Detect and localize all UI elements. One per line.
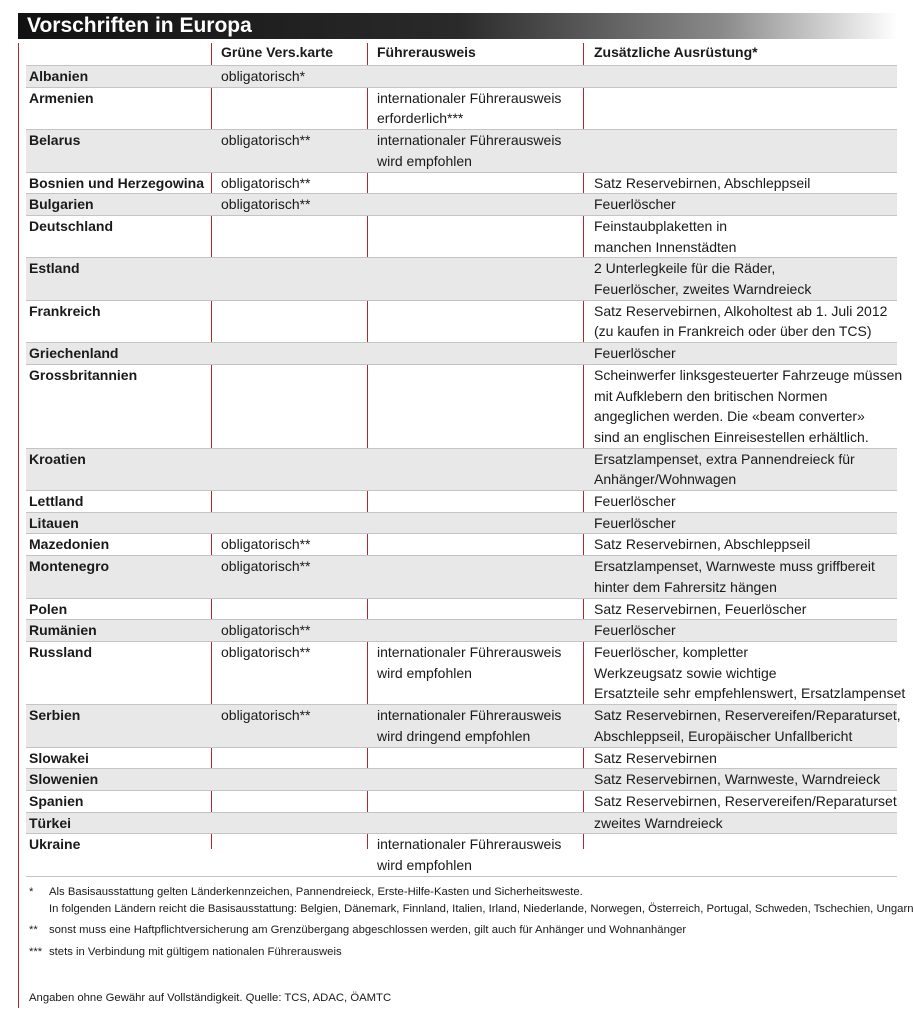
country-cell-line: Slowenien <box>29 771 99 788</box>
equipment-cell-line: Feuerlöscher, zweites Warndreieck <box>594 281 812 298</box>
license-cell-line: internationaler Führerausweis <box>377 132 562 149</box>
license-cell <box>367 812 583 834</box>
green-card-cell <box>211 512 367 534</box>
green-card-cell <box>211 641 367 704</box>
equipment-cell-line: hinter dem Fahrersitz hängen <box>594 578 777 595</box>
green-card-cell-line: obligatorisch** <box>221 536 311 553</box>
country-cell <box>26 300 211 342</box>
country-cell-line: Lettland <box>29 493 84 510</box>
country-cell <box>26 534 211 556</box>
country-cell <box>26 343 211 365</box>
green-card-cell-line: obligatorisch** <box>221 174 311 191</box>
country-cell-line: Bulgarien <box>29 196 94 213</box>
equipment-cell-line: Satz Reservebirnen, Abschleppseil <box>594 536 811 553</box>
table-row <box>26 812 897 834</box>
footnotes <box>29 884 914 965</box>
equipment-cell-line: Feuerlöscher <box>594 345 676 362</box>
equipment-cell <box>583 598 897 620</box>
table-row <box>26 66 897 88</box>
country-cell-line: Grossbritannien <box>29 366 138 383</box>
country-cell <box>26 258 211 300</box>
country-cell-line: Polen <box>29 600 68 617</box>
equipment-cell-line: Scheinwerfer linksgesteuerter Fahrzeuge müssen <box>594 366 903 383</box>
country-cell <box>26 747 211 769</box>
license-cell <box>367 66 583 88</box>
equipment-cell-line: Satz Reservebirnen, Alkoholtest ab 1. Juli 2012 <box>594 302 888 319</box>
title-bar <box>18 13 898 39</box>
country-cell-line: Litauen <box>29 514 79 531</box>
equipment-cell-line: Satz Reservebirnen, Abschleppseil <box>594 174 811 191</box>
green-card-cell-line: obligatorisch* <box>221 68 306 84</box>
equipment-cell <box>583 769 897 791</box>
table-row <box>26 790 897 812</box>
equipment-cell <box>583 130 897 172</box>
country-cell-line: Russland <box>29 643 93 660</box>
green-card-cell-line: obligatorisch** <box>221 643 311 660</box>
equipment-cell <box>583 834 897 876</box>
footnote-text <box>49 884 914 917</box>
country-cell-line: Türkei <box>29 814 72 831</box>
equipment-cell-line: Feuerlöscher <box>594 493 676 510</box>
footnote <box>29 922 914 939</box>
table-row <box>26 343 897 365</box>
equipment-cell-line: Satz Reservebirnen, Warnweste, Warndreieck <box>594 771 881 788</box>
license-cell <box>367 534 583 556</box>
equipment-cell-line: mit Aufklebern den britischen Normen <box>594 387 828 404</box>
footnote-line: In folgenden Ländern reicht die Basisausstattung: Belgien, Dänemark, Finnland, Italien, Irland, Niederlande, Norwegen, Österreich, Portugal, Schweden, Tschechien, Ungarn <box>49 902 914 915</box>
license-cell <box>367 747 583 769</box>
country-cell <box>26 556 211 598</box>
green-card-cell-line: obligatorisch** <box>221 196 311 213</box>
green-card-cell <box>211 258 367 300</box>
country-cell <box>26 598 211 620</box>
green-card-cell <box>211 130 367 172</box>
country-cell-line: Frankreich <box>29 302 101 319</box>
country-cell <box>26 66 211 88</box>
equipment-cell <box>583 343 897 365</box>
equipment-cell-line: Ersatzlampenset, extra Pannendreieck für <box>594 450 855 467</box>
equipment-cell-line: angeglichen werden. Die «beam converter» <box>594 408 865 425</box>
green-card-cell <box>211 215 367 257</box>
license-cell <box>367 258 583 300</box>
green-card-cell <box>211 812 367 834</box>
license-cell-line: internationaler Führerausweis <box>377 836 562 853</box>
country-cell <box>26 364 211 448</box>
country-cell <box>26 87 211 129</box>
footnote-text <box>49 944 342 961</box>
equipment-cell-line: 2 Unterlegkeile für die Räder, <box>594 260 776 277</box>
table-row <box>26 747 897 769</box>
equipment-cell <box>583 87 897 129</box>
equipment-cell-line: zweites Warndreieck <box>594 814 723 831</box>
footnote-mark: ** <box>29 924 38 936</box>
license-cell <box>367 769 583 791</box>
license-cell-line: erforderlich*** <box>377 110 464 127</box>
equipment-cell <box>583 512 897 534</box>
footnote-line: Als Basisausstattung gelten Länderkennzeichen, Pannendreieck, Erste-Hilfe-Kasten und Sicherheitsweste. <box>49 886 583 898</box>
left-divider <box>18 43 19 1008</box>
column-header-license: Führerausweis <box>377 44 476 60</box>
country-cell-line: Slowakei <box>29 749 89 766</box>
equipment-cell <box>583 194 897 216</box>
table-row <box>26 491 897 513</box>
country-cell <box>26 215 211 257</box>
green-card-cell-line: obligatorisch** <box>221 707 311 724</box>
equipment-cell-line: Satz Reservebirnen, Reservereifen/Reparaturset, <box>594 707 901 724</box>
green-card-cell <box>211 66 367 88</box>
table-header <box>26 44 897 66</box>
table-body <box>26 66 906 877</box>
green-card-cell <box>211 343 367 365</box>
green-card-cell <box>211 598 367 620</box>
equipment-cell-line: Satz Reservebirnen, Feuerlöscher <box>594 600 807 617</box>
table-row <box>26 556 897 598</box>
license-cell <box>367 641 583 704</box>
country-cell <box>26 705 211 747</box>
regulations-table <box>26 44 906 877</box>
country-cell <box>26 512 211 534</box>
country-cell-line: Rumänien <box>29 622 97 639</box>
license-cell <box>367 364 583 448</box>
green-card-cell <box>211 491 367 513</box>
table-row <box>26 705 897 747</box>
license-cell <box>367 448 583 490</box>
table-row <box>26 641 897 704</box>
green-card-cell <box>211 448 367 490</box>
equipment-cell <box>583 812 897 834</box>
country-cell-line: Ukraine <box>29 836 81 853</box>
country-cell-line: Montenegro <box>29 558 110 575</box>
country-cell <box>26 769 211 791</box>
license-cell-line: wird empfohlen <box>377 664 472 681</box>
table-row <box>26 87 897 129</box>
license-cell <box>367 343 583 365</box>
footnote-mark: *** <box>29 945 43 958</box>
equipment-cell <box>583 556 897 598</box>
country-cell <box>26 812 211 834</box>
license-cell <box>367 620 583 642</box>
equipment-cell-line: sind an englischen Einreisestellen erhältlich. <box>594 428 869 445</box>
equipment-cell-line: Feuerlöscher <box>594 514 676 531</box>
green-card-cell-line: obligatorisch** <box>221 132 311 149</box>
green-card-cell <box>211 769 367 791</box>
equipment-cell-line: (zu kaufen in Frankreich oder über den TCS) <box>594 323 872 340</box>
table-row <box>26 300 897 342</box>
equipment-cell <box>583 534 897 556</box>
table-row <box>26 620 897 642</box>
column-header-country <box>26 44 211 66</box>
country-cell-line: Spanien <box>29 792 84 809</box>
equipment-cell-line: Abschleppseil, Europäischer Unfallbericht <box>594 727 853 744</box>
country-cell-line: Deutschland <box>29 217 114 234</box>
equipment-cell-line: manchen Innenstädten <box>594 238 737 255</box>
license-cell <box>367 790 583 812</box>
license-cell <box>367 87 583 129</box>
equipment-cell-line: Feuerlöscher <box>594 622 676 639</box>
license-cell <box>367 215 583 257</box>
license-cell <box>367 834 583 876</box>
green-card-cell <box>211 534 367 556</box>
license-cell <box>367 300 583 342</box>
country-cell-line: Bosnien und Herzegowina <box>29 174 205 191</box>
equipment-cell <box>583 258 897 300</box>
equipment-cell <box>583 747 897 769</box>
equipment-cell <box>583 790 897 812</box>
equipment-cell-line: Feuerlöscher, kompletter <box>594 643 749 660</box>
equipment-cell <box>583 620 897 642</box>
equipment-cell <box>583 172 897 194</box>
country-cell <box>26 790 211 812</box>
table-row <box>26 769 897 791</box>
equipment-cell <box>583 215 897 257</box>
license-cell-line: internationaler Führerausweis <box>377 89 562 106</box>
country-cell-line: Mazedonien <box>29 536 110 553</box>
license-cell <box>367 130 583 172</box>
license-cell <box>367 512 583 534</box>
footnote-text <box>49 922 686 939</box>
license-cell-line: internationaler Führerausweis <box>377 643 562 660</box>
country-cell-line: Armenien <box>29 89 94 106</box>
column-header-green-card: Grüne Vers.karte <box>221 44 334 60</box>
equipment-cell <box>583 705 901 747</box>
country-cell <box>26 172 211 194</box>
green-card-cell <box>211 172 367 194</box>
country-cell-line: Estland <box>29 260 80 277</box>
country-cell <box>26 194 211 216</box>
green-card-cell-line: obligatorisch** <box>221 622 311 639</box>
table-row <box>26 364 897 448</box>
country-cell-line: Serbien <box>29 707 81 724</box>
table-row <box>26 834 897 876</box>
license-cell-line: wird empfohlen <box>377 857 472 874</box>
license-cell <box>367 556 583 598</box>
table-row <box>26 512 897 534</box>
green-card-cell <box>211 364 367 448</box>
equipment-cell <box>583 300 897 342</box>
country-cell-line: Belarus <box>29 132 81 149</box>
table-row <box>26 598 897 620</box>
table-row <box>26 172 897 194</box>
license-cell <box>367 194 583 216</box>
equipment-cell-line: Satz Reservebirnen, Reservereifen/Reparaturset <box>594 792 897 809</box>
equipment-cell-line: Feinstaubplaketten in <box>594 217 728 234</box>
equipment-cell-line: Feuerlöscher <box>594 196 676 213</box>
country-cell <box>26 620 211 642</box>
source-note: Angaben ohne Gewähr auf Vollständigkeit. Quelle: TCS, ADAC, ÖAMTC <box>29 992 392 1004</box>
country-cell <box>26 641 211 704</box>
country-cell-line: Albanien <box>29 68 89 84</box>
footnote <box>29 944 914 961</box>
table-row <box>26 258 897 300</box>
column-header-equipment: Zusätzliche Ausrüstung* <box>594 44 758 60</box>
page-title: Vorschriften in Europa <box>27 14 252 37</box>
green-card-cell <box>211 620 367 642</box>
equipment-cell <box>583 448 897 490</box>
equipment-cell-line: Werkzeugsatz sowie wichtige <box>594 664 777 681</box>
footnote-mark: * <box>29 886 34 898</box>
equipment-cell <box>583 641 906 704</box>
country-cell <box>26 491 211 513</box>
table-row <box>26 130 897 172</box>
table-row <box>26 215 897 257</box>
green-card-cell <box>211 834 367 876</box>
equipment-cell <box>583 364 903 448</box>
green-card-cell <box>211 790 367 812</box>
green-card-cell <box>211 747 367 769</box>
green-card-cell <box>211 705 367 747</box>
footnote-line: stets in Verbindung mit gültigem nationalen Führerausweis <box>49 945 342 958</box>
green-card-cell <box>211 556 367 598</box>
license-cell <box>367 598 583 620</box>
table-row <box>26 194 897 216</box>
equipment-cell-line: Anhänger/Wohnwagen <box>594 471 737 488</box>
country-cell <box>26 130 211 172</box>
table-row <box>26 534 897 556</box>
license-cell-line: wird dringend empfohlen <box>377 727 531 744</box>
equipment-cell-line: Ersatzteile sehr empfehlenswert, Ersatzlampenset <box>594 685 906 702</box>
license-cell-line: internationaler Führerausweis <box>377 707 562 724</box>
equipment-cell-line: Satz Reservebirnen <box>594 749 717 766</box>
green-card-cell <box>211 194 367 216</box>
license-cell-line: wird empfohlen <box>377 152 472 169</box>
license-cell <box>367 491 583 513</box>
license-cell <box>367 172 583 194</box>
license-cell <box>367 705 583 747</box>
equipment-cell-line: Ersatzlampenset, Warnweste muss griffbereit <box>594 558 875 575</box>
country-cell-line: Kroatien <box>29 450 86 467</box>
table-row <box>26 448 897 490</box>
country-cell <box>26 448 211 490</box>
green-card-cell-line: obligatorisch** <box>221 558 311 575</box>
footnote-line: sonst muss eine Haftpflichtversicherung am Grenzübergang abgeschlossen werden, gilt auch für Anhänger und Wohnanhänger <box>49 924 687 936</box>
country-cell <box>26 834 211 876</box>
equipment-cell <box>583 491 897 513</box>
green-card-cell <box>211 87 367 129</box>
footnote <box>29 884 914 917</box>
country-cell-line: Griechenland <box>29 345 119 362</box>
green-card-cell <box>211 300 367 342</box>
equipment-cell <box>583 66 897 88</box>
